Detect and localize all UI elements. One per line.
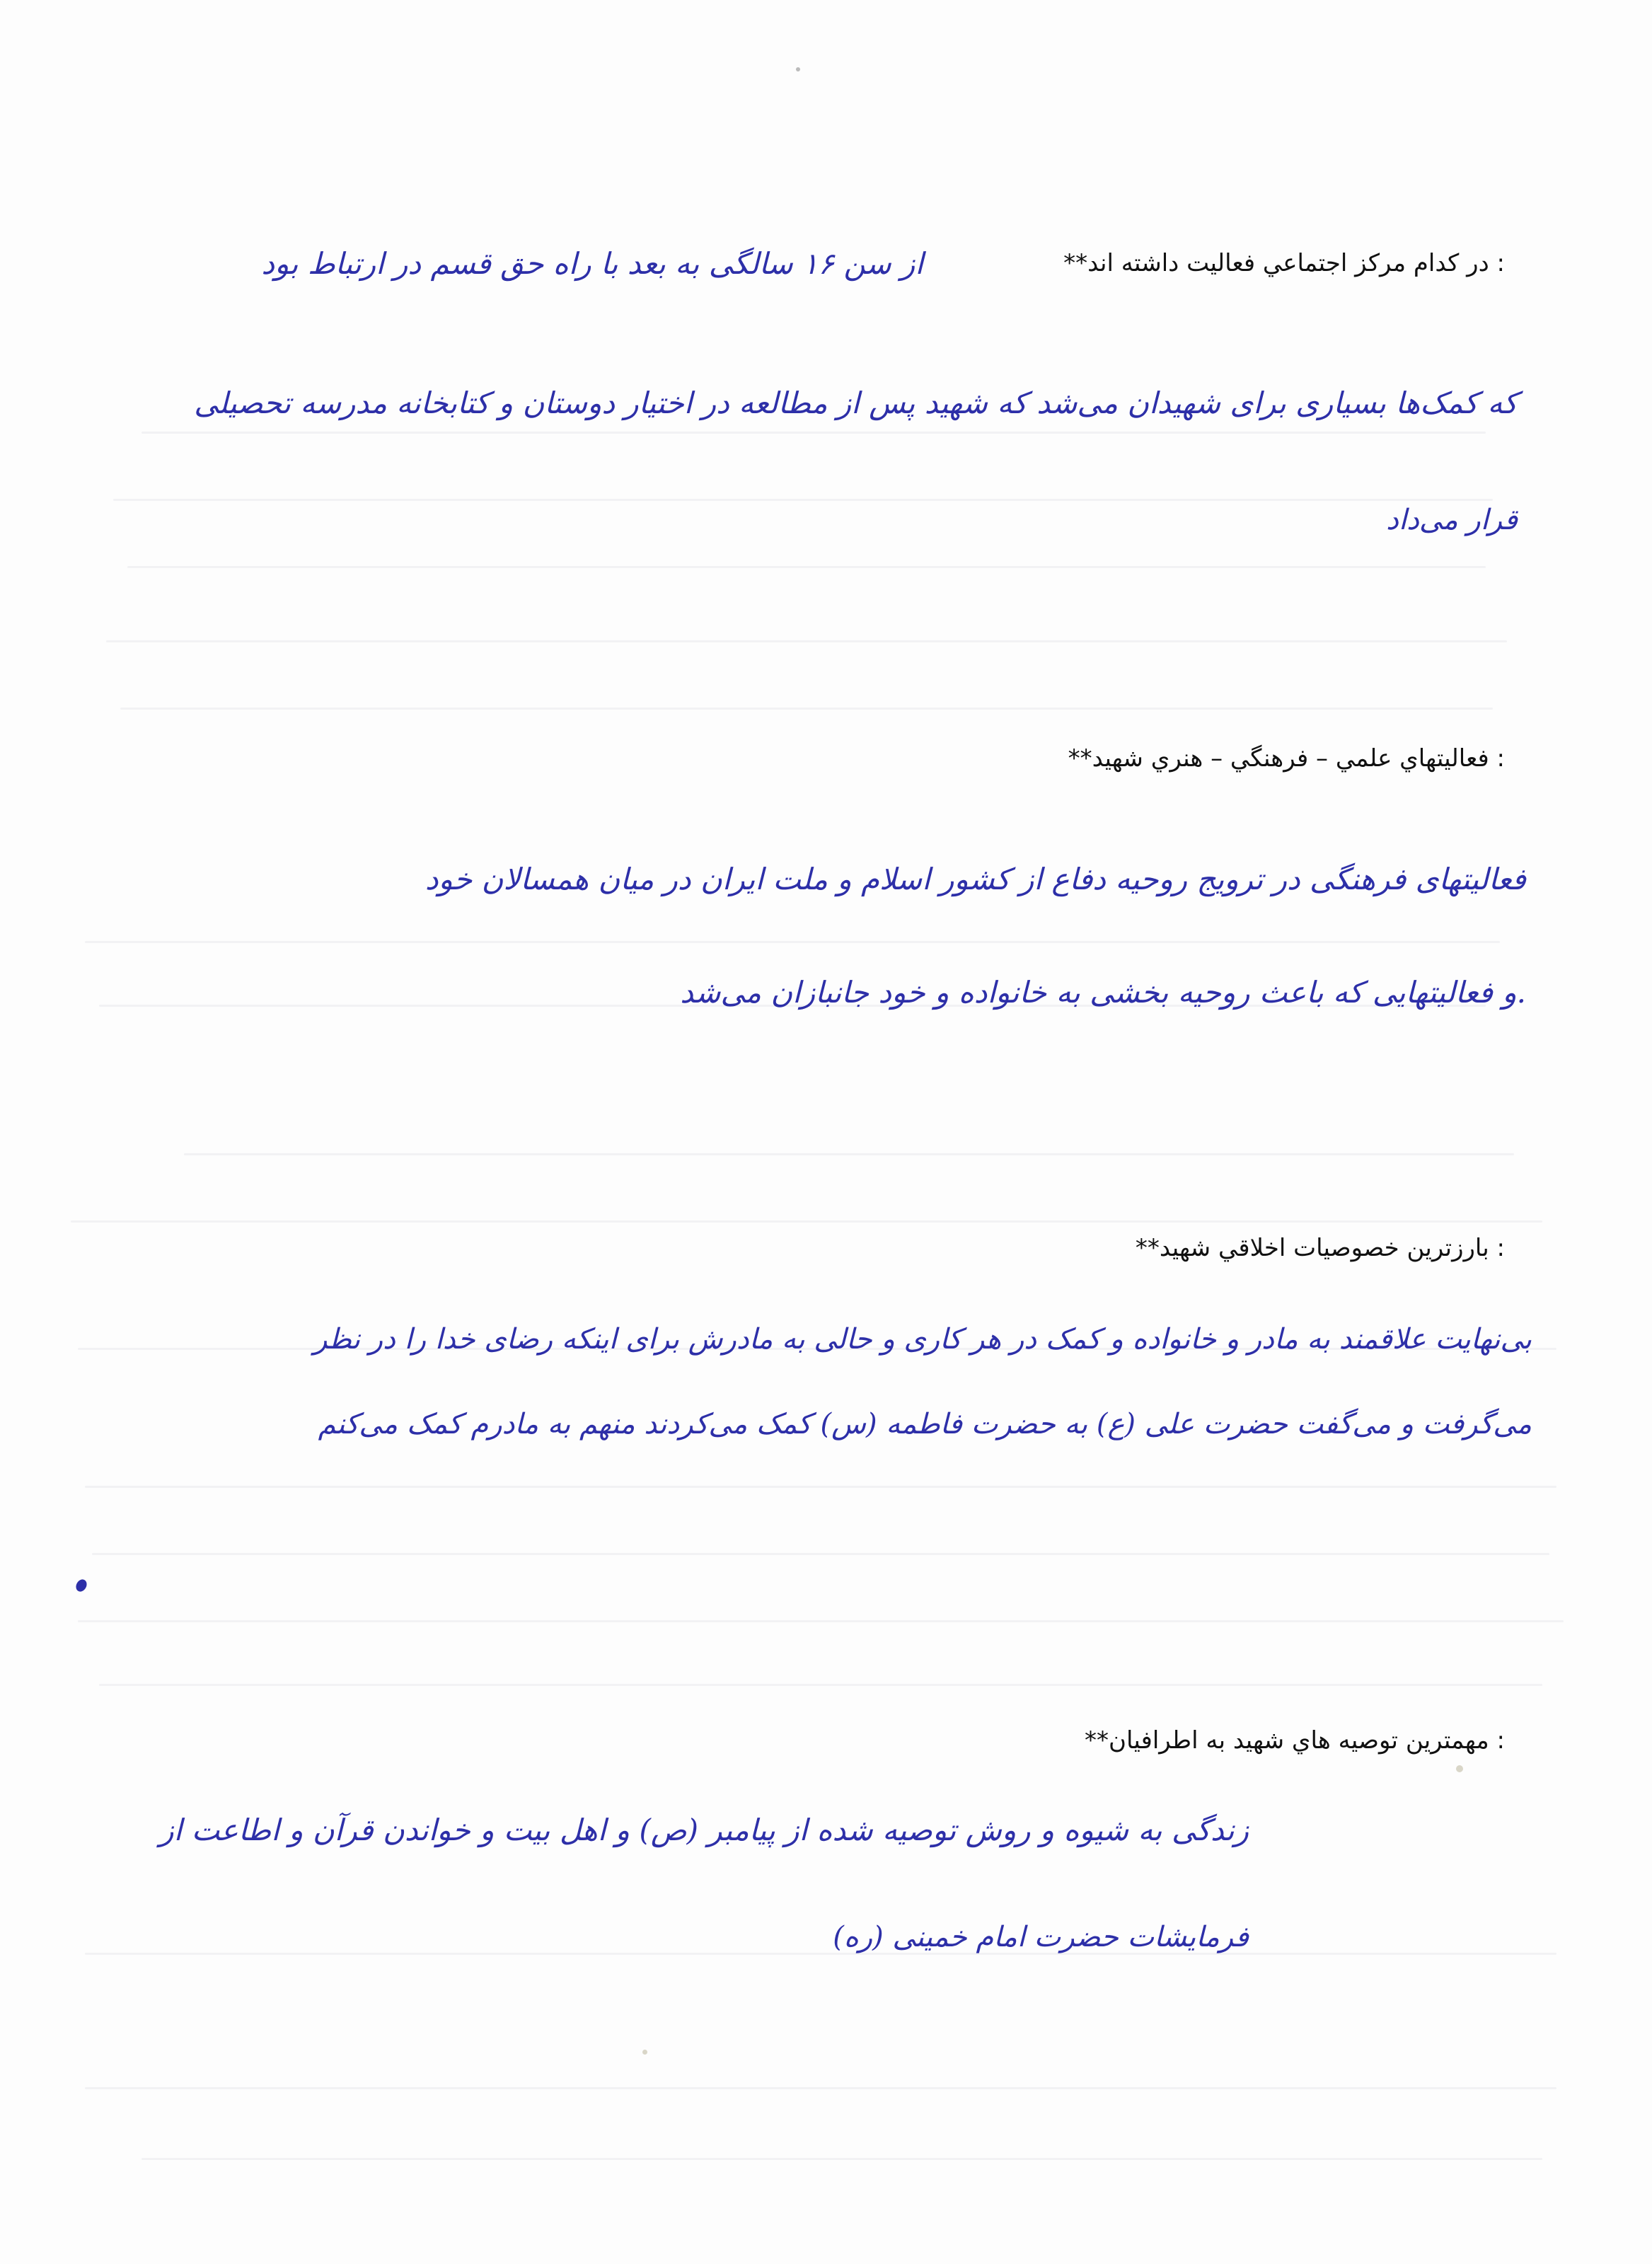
paper-speck bbox=[796, 67, 800, 71]
section-heading: **مهمترين توصيه هاي شهيد به اطرافيان : bbox=[1084, 1726, 1505, 1755]
handwritten-answer-line: می‌گرفت و می‌گفت حضرت علی (ع) به حضرت فاطمه (س) کمک می‌کردند منهم به مادرم کمک می‌کنم bbox=[318, 1408, 1532, 1440]
handwritten-answer-line: قرار می‌داد bbox=[1386, 504, 1518, 536]
handwritten-answer-line: فعالیتهای فرهنگی در ترویج روحیه دفاع از کشور اسلام و ملت ایران در میان همسالان خود bbox=[424, 862, 1526, 896]
ink-dot bbox=[74, 1578, 88, 1594]
section-heading: **در كدام مركز اجتماعي فعاليت داشته اند : bbox=[1063, 249, 1505, 277]
paper-speck bbox=[642, 2050, 647, 2055]
handwritten-answer-line: زندگی به شیوه و روش توصیه شده از پیامبر (ص) و اهل بیت و خواندن قرآن و اطاعت از bbox=[159, 1813, 1249, 1847]
handwritten-answer-line: از سن ۱۶ سالگی به بعد با راه حق قسم در ارتباط بود bbox=[261, 246, 923, 281]
handwritten-answer-line: که کمک‌ها بسیاری برای شهیدان می‌شد که شهید پس از مطالعه در اختیار دوستان و کتابخانه مدرسه تحصیلی bbox=[194, 386, 1518, 420]
paper-speck bbox=[1456, 1765, 1463, 1772]
section-heading: **فعاليتهاي علمي – فرهنگي – هنري شهيد : bbox=[1068, 744, 1505, 773]
handwritten-answer-line: فرمایشات حضرت امام خمینی (ره) bbox=[833, 1921, 1249, 1953]
section-heading: **بارزترين خصوصيات اخلاقي شهيد : bbox=[1135, 1234, 1505, 1262]
handwritten-answer-line: و فعالیتهایی که باعث روحیه بخشی به خانواده و خود جانبازان می‌شد. bbox=[680, 975, 1526, 1010]
handwritten-answer-line: بی‌نهایت علاقمند به مادر و خانواده و کمک در هر کاری و حالی به مادرش برای اینکه رضای خدا را در نظر bbox=[313, 1323, 1532, 1356]
